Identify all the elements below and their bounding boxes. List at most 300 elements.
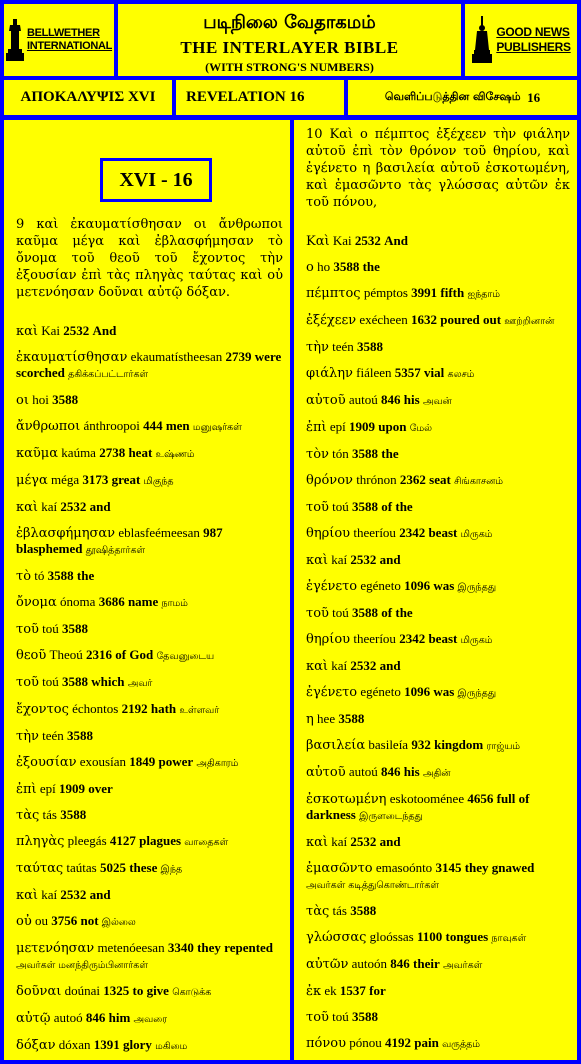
tamil-gloss: அவன் bbox=[422, 396, 452, 407]
tamil-gloss: மேல் bbox=[409, 423, 432, 434]
transliteration: Kai bbox=[41, 323, 61, 338]
english-gloss: poured out bbox=[440, 312, 502, 327]
strongs-number: 2532 bbox=[350, 658, 377, 673]
transliteration: kaí bbox=[41, 499, 58, 514]
transliteration: ánthroopoi bbox=[83, 418, 140, 433]
word-entry bbox=[306, 929, 570, 946]
tamil-gloss: ஐந்தாம் bbox=[467, 289, 501, 300]
transliteration: Theoú bbox=[49, 647, 83, 662]
english-gloss: great bbox=[111, 472, 141, 487]
strongs-number: 3588 bbox=[52, 392, 79, 407]
transliteration: ekaumatístheesan bbox=[130, 349, 223, 364]
strongs-number: 3588 bbox=[352, 499, 379, 514]
word-entry bbox=[306, 834, 570, 850]
transliteration: pémptos bbox=[363, 285, 408, 300]
transliteration: teén bbox=[42, 728, 64, 743]
tamil-gloss: நாவுகள் bbox=[491, 933, 527, 944]
english-gloss: they repented bbox=[197, 940, 274, 955]
transliteration: eskotooménee bbox=[389, 791, 465, 806]
greek-word: βασιλεία bbox=[306, 738, 366, 753]
word-entry bbox=[306, 365, 570, 382]
tamil-gloss: அதிகாரம் bbox=[196, 758, 239, 769]
word-entry bbox=[306, 312, 570, 329]
transliteration: kaí bbox=[331, 552, 348, 567]
english-gloss: men bbox=[165, 418, 190, 433]
word-entry bbox=[16, 1037, 283, 1054]
english-gloss: beast bbox=[428, 525, 458, 540]
strongs-number: 1909 bbox=[349, 419, 376, 434]
word-entry bbox=[16, 1010, 283, 1027]
english-gloss: blasphemed bbox=[16, 541, 83, 556]
strongs-number: 2532 bbox=[60, 499, 87, 514]
greek-word: ἐκ bbox=[306, 984, 322, 999]
english-gloss: for bbox=[369, 983, 386, 998]
tamil-gloss: தூஷித்தார்கள் bbox=[85, 545, 146, 556]
transliteration: thrónon bbox=[356, 472, 397, 487]
word-entry bbox=[306, 711, 570, 727]
english-gloss: glory bbox=[123, 1037, 152, 1052]
english-gloss: the bbox=[76, 568, 95, 583]
strongs-number: 846 bbox=[85, 1010, 106, 1025]
word-entry bbox=[306, 631, 570, 648]
english-gloss: heat bbox=[128, 445, 153, 460]
word-entry bbox=[306, 233, 570, 249]
strongs-number: 1100 bbox=[416, 929, 443, 944]
transliteration: kaí bbox=[331, 834, 348, 849]
strongs-number: 3588 bbox=[352, 605, 379, 620]
english-gloss: the bbox=[362, 259, 380, 274]
tamil-gloss: அவர்கள் மனந்திரும்பினார்கள் bbox=[16, 960, 148, 971]
strongs-number: 3145 bbox=[435, 860, 462, 875]
greek-word: τὸ bbox=[16, 569, 32, 584]
greek-word: καὶ bbox=[306, 659, 329, 674]
greek-word: μετενόησαν bbox=[16, 941, 95, 956]
tamil-gloss: அவர்கள் bbox=[443, 960, 483, 971]
strongs-number: 1391 bbox=[93, 1037, 120, 1052]
goodnews-logo-box bbox=[465, 4, 577, 76]
strongs-number: 3588 bbox=[67, 728, 94, 743]
tamil-gloss: ராஜ்யம் bbox=[486, 741, 521, 752]
word-entry bbox=[16, 594, 283, 611]
transliteration: pónou bbox=[349, 1035, 382, 1050]
bellwether-logo bbox=[6, 17, 112, 63]
strongs-number: 2316 bbox=[86, 647, 113, 662]
english-gloss: beast bbox=[428, 631, 458, 646]
transliteration: metenóeesan bbox=[97, 940, 165, 955]
goodnews-logo bbox=[471, 16, 570, 64]
word-entry bbox=[306, 259, 570, 275]
greek-word: καὶ bbox=[306, 835, 329, 850]
english-gloss: fifth bbox=[440, 285, 465, 300]
english-gloss: vial bbox=[424, 365, 445, 380]
word-entry bbox=[16, 913, 283, 930]
greek-word: τοῦ bbox=[306, 606, 329, 621]
english-gloss: the bbox=[381, 446, 399, 461]
strongs-number: 5025 bbox=[99, 860, 126, 875]
greek-word: ἐξουσίαν bbox=[16, 755, 77, 770]
greek-word: πέμπτος bbox=[306, 286, 361, 301]
english-gloss: hath bbox=[150, 701, 177, 716]
tamil-gloss: அவர் bbox=[127, 678, 153, 689]
strongs-number: 3756 bbox=[51, 913, 78, 928]
word-entry bbox=[306, 1009, 570, 1025]
strongs-number: 987 bbox=[203, 525, 223, 540]
greek-word: καὶ bbox=[16, 324, 39, 339]
english-gloss: of the bbox=[381, 499, 413, 514]
greek-word: γλώσσας bbox=[306, 930, 367, 945]
transliteration: basileía bbox=[368, 737, 409, 752]
strongs-number: 2192 bbox=[121, 701, 148, 716]
strongs-number: 4192 bbox=[385, 1035, 412, 1050]
transliteration: échontos bbox=[72, 701, 119, 716]
word-entry bbox=[16, 983, 283, 1000]
greek-word: καῦμα bbox=[16, 446, 59, 461]
greek-word: τὰς bbox=[16, 808, 40, 823]
strongs-number: 2532 bbox=[63, 323, 90, 338]
chapter-reference: XVI - 16 bbox=[119, 168, 193, 191]
word-entry bbox=[306, 525, 570, 542]
transliteration: exousían bbox=[79, 754, 126, 769]
word-entry bbox=[306, 392, 570, 409]
greek-word: καὶ bbox=[306, 553, 329, 568]
transliteration: ek bbox=[324, 983, 337, 998]
word-entry bbox=[306, 983, 570, 999]
word-entry bbox=[16, 940, 283, 973]
word-entry bbox=[16, 621, 283, 637]
word-entry bbox=[306, 791, 570, 824]
tamil-chapter: 16 bbox=[527, 89, 541, 105]
word-entry bbox=[306, 499, 570, 515]
greek-word: αὐτοῦ bbox=[306, 393, 346, 408]
tamil-gloss: இல்லை bbox=[101, 917, 136, 928]
strongs-number: 1325 bbox=[103, 983, 130, 998]
english-gloss: tongues bbox=[445, 929, 489, 944]
english-book-header bbox=[176, 80, 344, 115]
word-entry bbox=[16, 525, 283, 558]
tamil-gloss: மனுஷர்கள் bbox=[192, 422, 242, 433]
word-entry bbox=[16, 499, 283, 515]
strongs-number: 3588 bbox=[338, 711, 365, 726]
transliteration: toú bbox=[42, 674, 59, 689]
greek-word: δόξαν bbox=[16, 1038, 56, 1053]
greek-word: τὰς bbox=[306, 904, 330, 919]
strongs-number: 846 bbox=[390, 956, 410, 971]
tamil-gloss: இருந்தது bbox=[457, 688, 497, 699]
tamil-gloss: மிருகம் bbox=[460, 529, 493, 540]
transliteration: exécheen bbox=[359, 312, 408, 327]
right-word-list bbox=[306, 233, 570, 1052]
greek-word: ἐξέχεεν bbox=[306, 313, 357, 328]
transliteration: autoón bbox=[351, 956, 388, 971]
word-entry bbox=[306, 285, 570, 302]
strongs-number: 3588 bbox=[47, 568, 74, 583]
english-gloss: over bbox=[88, 781, 113, 796]
english-gloss: of God bbox=[115, 647, 154, 662]
greek-book-title: ΑΠΟΚΑΛΥΨΙΣ XVI bbox=[20, 89, 156, 105]
tamil-book-header bbox=[348, 80, 577, 115]
bell-tower-icon bbox=[6, 17, 24, 63]
title-english: THE INTERLAYER BIBLE bbox=[180, 38, 399, 57]
tamil-gloss: மிருகம் bbox=[460, 635, 493, 646]
word-entry bbox=[306, 903, 570, 919]
transliteration: Kai bbox=[332, 233, 352, 248]
greek-word: πόνου bbox=[306, 1036, 347, 1051]
english-gloss: their bbox=[413, 956, 440, 971]
strongs-number: 2342 bbox=[399, 525, 426, 540]
strongs-number: 2362 bbox=[399, 472, 426, 487]
title-tamil: படிநிலை வேதாகமம் bbox=[203, 12, 376, 33]
transliteration: teén bbox=[332, 339, 354, 354]
greek-word: οὐ bbox=[16, 914, 32, 929]
transliteration: emasoónto bbox=[375, 860, 433, 875]
english-gloss: seat bbox=[429, 472, 451, 487]
greek-word: ἐσκοτωμένη bbox=[306, 792, 387, 807]
greek-book-header bbox=[4, 80, 172, 115]
strongs-number: 3588 bbox=[333, 259, 360, 274]
strongs-number: 3588 bbox=[357, 339, 384, 354]
english-gloss: his bbox=[403, 764, 420, 779]
tamil-gloss: நாமம் bbox=[161, 598, 188, 609]
strongs-number: 2532 bbox=[350, 834, 377, 849]
greek-word: δοῦναι bbox=[16, 984, 62, 999]
word-entry bbox=[16, 647, 283, 664]
greek-word: θεοῦ bbox=[16, 648, 47, 663]
word-entry bbox=[16, 349, 283, 382]
strongs-number: 2532 bbox=[350, 552, 377, 567]
transliteration: hee bbox=[317, 711, 336, 726]
verse-10-text: 10 Καὶ ο πέμπτος ἐξέχεεν τὴν φιάλην αὐτοῦ ἐπὶ τὸν θρόνον τοῦ θηρίου, καὶ ἐγένετο η βασιλεία αὐτοῦ ἐσκοτωμένη, καὶ ἐμασῶντο τὰς γλώσσας αὐτῶν ἐκ τοῦ πόνου, bbox=[306, 127, 570, 210]
transliteration: tás bbox=[42, 807, 57, 822]
strongs-number: 1096 bbox=[404, 578, 431, 593]
strongs-number: 1632 bbox=[410, 312, 437, 327]
greek-word: θηρίου bbox=[306, 632, 351, 647]
title-box bbox=[118, 4, 461, 76]
greek-word: αὐτῷ bbox=[16, 1011, 51, 1026]
word-entry bbox=[306, 472, 570, 489]
strongs-number: 846 bbox=[381, 392, 401, 407]
english-gloss: him bbox=[108, 1010, 131, 1025]
greek-word: καὶ bbox=[16, 500, 39, 515]
english-gloss: not bbox=[80, 913, 99, 928]
word-entry bbox=[306, 764, 570, 781]
tamil-gloss: உஷ்ணம் bbox=[155, 449, 195, 460]
greek-word: μέγα bbox=[16, 473, 48, 488]
greek-word: ἐγένετο bbox=[306, 685, 358, 700]
tamil-gloss: தேவனுடைய bbox=[156, 651, 215, 662]
word-entry bbox=[306, 339, 570, 355]
tamil-gloss: சிங்காசனம் bbox=[454, 476, 503, 487]
english-gloss: to give bbox=[132, 983, 169, 998]
strongs-number: 3588 bbox=[62, 621, 89, 636]
strongs-number: 1537 bbox=[339, 983, 366, 998]
tamil-gloss: மகிமை bbox=[155, 1041, 188, 1052]
strongs-number: 2342 bbox=[399, 631, 426, 646]
strongs-number: 5357 bbox=[394, 365, 421, 380]
english-gloss: was bbox=[433, 578, 455, 593]
english-gloss: and bbox=[379, 834, 401, 849]
greek-word: ἐκαυματίσθησαν bbox=[16, 350, 128, 365]
english-gloss: And bbox=[384, 233, 408, 248]
transliteration: toú bbox=[42, 621, 59, 636]
english-gloss: which bbox=[91, 674, 125, 689]
logo-line-2: INTERNATIONAL bbox=[26, 40, 113, 52]
transliteration: autoó bbox=[53, 1010, 83, 1025]
transliteration: kaúma bbox=[61, 445, 96, 460]
word-entry bbox=[306, 552, 570, 568]
english-gloss: plagues bbox=[139, 833, 182, 848]
transliteration: fiáleen bbox=[356, 365, 392, 380]
word-entry bbox=[306, 658, 570, 674]
greek-word: καὶ bbox=[16, 888, 39, 903]
greek-word: αὐτοῦ bbox=[306, 765, 346, 780]
greek-word: θρόνον bbox=[306, 473, 353, 488]
strongs-number: 846 bbox=[381, 764, 401, 779]
tamil-gloss: ஊற்றினான் bbox=[504, 316, 555, 327]
tamil-book-title: வெளிப்படுத்தின விசேஷம் bbox=[384, 90, 521, 103]
tamil-gloss: அவர்கள் கடித்துகொண்டார்கள் bbox=[306, 880, 440, 891]
transliteration: egéneto bbox=[360, 684, 401, 699]
transliteration: epí bbox=[39, 781, 56, 796]
tamil-gloss: உள்ளவர் bbox=[179, 705, 220, 716]
word-entry bbox=[16, 807, 283, 823]
strongs-number: 4656 bbox=[467, 791, 494, 806]
greek-word: φιάλην bbox=[306, 366, 353, 381]
greek-word: τοῦ bbox=[306, 500, 329, 515]
greek-word: ἄνθρωποι bbox=[16, 419, 81, 434]
title-subtitle: (WITH STRONG'S NUMBERS) bbox=[205, 60, 374, 74]
tamil-gloss: கொடுக்க bbox=[172, 987, 212, 998]
english-gloss: and bbox=[89, 887, 111, 902]
transliteration: toú bbox=[332, 499, 349, 514]
english-gloss: full of darkness bbox=[306, 791, 530, 822]
greek-word: ἔχοντος bbox=[16, 702, 69, 717]
tamil-gloss: வாதைகள் bbox=[184, 837, 229, 848]
strongs-number: 3588 bbox=[62, 674, 89, 689]
greek-word: ἐπὶ bbox=[16, 782, 37, 797]
transliteration: tó bbox=[34, 568, 45, 583]
english-gloss: these bbox=[129, 860, 158, 875]
word-entry bbox=[16, 568, 283, 584]
greek-word: τὴν bbox=[306, 340, 329, 355]
word-entry bbox=[16, 323, 283, 339]
strongs-number: 3686 bbox=[98, 594, 125, 609]
word-entry bbox=[306, 737, 570, 754]
english-gloss: was bbox=[433, 684, 455, 699]
strongs-number: 3173 bbox=[82, 472, 109, 487]
word-entry bbox=[16, 472, 283, 489]
transliteration: ho bbox=[317, 259, 331, 274]
word-entry bbox=[16, 701, 283, 718]
word-entry bbox=[16, 860, 283, 877]
tamil-gloss: இருளடைந்தது bbox=[359, 811, 423, 822]
greek-word: τὴν bbox=[16, 729, 39, 744]
transliteration: méga bbox=[50, 472, 80, 487]
transliteration: kaí bbox=[41, 887, 58, 902]
word-entry bbox=[16, 418, 283, 435]
bellwether-logo-box bbox=[4, 4, 114, 76]
transliteration: taútas bbox=[66, 860, 97, 875]
word-entry bbox=[306, 684, 570, 701]
transliteration: hoi bbox=[32, 392, 49, 407]
transliteration: toú bbox=[332, 605, 349, 620]
word-entry bbox=[16, 445, 283, 462]
english-gloss: power bbox=[158, 754, 194, 769]
english-book-title: REVELATION bbox=[186, 89, 286, 105]
tamil-gloss: அதின் bbox=[422, 768, 451, 779]
strongs-number: 4127 bbox=[109, 833, 136, 848]
statue-icon bbox=[471, 16, 493, 64]
word-entry bbox=[16, 674, 283, 691]
english-gloss: name bbox=[127, 594, 159, 609]
english-gloss: they gnawed bbox=[464, 860, 535, 875]
tamil-gloss: கலசம் bbox=[447, 369, 475, 380]
word-entry bbox=[306, 956, 570, 973]
transliteration: kaí bbox=[331, 658, 348, 673]
transliteration: theeríou bbox=[353, 525, 396, 540]
transliteration: autoú bbox=[348, 392, 378, 407]
strongs-number: 3588 bbox=[352, 446, 379, 461]
greek-word: ο bbox=[306, 260, 314, 275]
strongs-number: 1909 bbox=[59, 781, 86, 796]
strongs-number: 3991 bbox=[411, 285, 438, 300]
left-column bbox=[4, 120, 290, 1060]
greek-word: τὸν bbox=[306, 447, 329, 462]
left-word-list bbox=[16, 323, 283, 1054]
transliteration: autoú bbox=[348, 764, 378, 779]
strongs-number: 1849 bbox=[129, 754, 156, 769]
verse-9-text: 9 καὶ ἐκαυματίσθησαν οι ἄνθρωποι καῦμα μέγα καὶ ἐβλασφήμησαν τὸ ὄνομα τοῦ θεοῦ τοῦ ἔχοντος τὴν ἐξουσίαν ἐπὶ τὰς πληγὰς ταύτας καὶ οὐ μετενόησαν δοῦναι αὐτῷ δόξαν. bbox=[16, 217, 283, 300]
transliteration: eblasfeémeesan bbox=[118, 525, 200, 540]
english-gloss: his bbox=[403, 392, 420, 407]
word-entry bbox=[306, 605, 570, 621]
logo-line-2: PUBLISHERS bbox=[496, 40, 571, 54]
transliteration: ónoma bbox=[60, 594, 96, 609]
strongs-number: 3588 bbox=[350, 903, 377, 918]
english-gloss: of the bbox=[381, 605, 413, 620]
tamil-gloss: தகிக்கப்பட்டார்கள் bbox=[68, 369, 149, 380]
transliteration: doúnai bbox=[64, 983, 100, 998]
transliteration: tás bbox=[332, 903, 347, 918]
greek-word: τοῦ bbox=[306, 1010, 329, 1025]
word-entry bbox=[306, 578, 570, 595]
greek-word: οι bbox=[16, 393, 29, 408]
word-entry bbox=[16, 392, 283, 408]
word-entry bbox=[16, 833, 283, 850]
greek-word: ὄνομα bbox=[16, 595, 57, 610]
tamil-gloss: வருத்தம் bbox=[442, 1039, 481, 1050]
word-entry bbox=[306, 419, 570, 436]
english-chapter: 16 bbox=[289, 89, 305, 105]
strongs-number: 3340 bbox=[167, 940, 194, 955]
tamil-gloss: இந்த bbox=[160, 864, 183, 875]
greek-word: τοῦ bbox=[16, 675, 39, 690]
greek-word: ἐγένετο bbox=[306, 579, 358, 594]
word-entry bbox=[16, 754, 283, 771]
english-gloss: were scorched bbox=[16, 349, 282, 380]
greek-word: αὐτῶν bbox=[306, 957, 349, 972]
strongs-number: 932 bbox=[411, 737, 431, 752]
transliteration: dóxan bbox=[58, 1037, 91, 1052]
transliteration: pleegás bbox=[67, 833, 107, 848]
greek-word: Καὶ bbox=[306, 234, 330, 249]
logo-line-1: BELLWETHER bbox=[26, 27, 100, 39]
logo-line-1: GOOD NEWS bbox=[496, 25, 570, 39]
transliteration: ou bbox=[34, 913, 48, 928]
english-gloss: and bbox=[379, 658, 401, 673]
greek-word: τοῦ bbox=[16, 622, 39, 637]
strongs-number: 444 bbox=[143, 418, 163, 433]
transliteration: egéneto bbox=[360, 578, 401, 593]
